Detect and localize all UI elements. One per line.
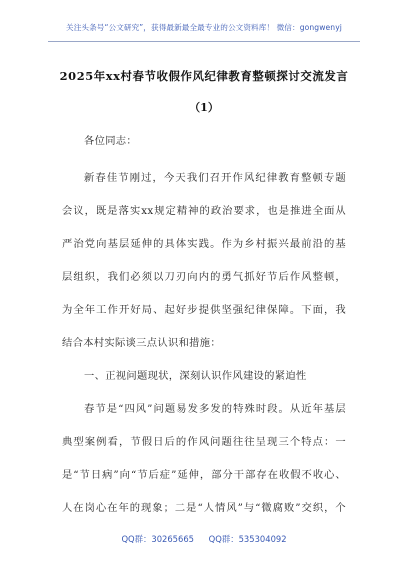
paragraph-line: 结合本村实际谈三点认识和措施：	[62, 337, 221, 349]
footer-qq-group-2: QQ群：535304092	[208, 534, 287, 544]
salutation: 各位同志：	[84, 135, 137, 147]
header-divider	[48, 41, 360, 42]
document-title: 2025年xx村春节收假作风纪律教育整顿探讨交流发言	[59, 69, 349, 83]
paragraph-line: 新春佳节刚过，今天我们召开作风纪律教育整顿专题	[84, 172, 346, 184]
paragraph-line: 人在岗心在年的现象；二是“人情风”与“微腐败”交织，个	[62, 502, 346, 514]
page-footer	[0, 533, 408, 545]
footer-qq-group-1: QQ群：30265665	[121, 534, 194, 544]
page-header-notice: 关注头条号“公文研究”，获得最新最全最专业的公文资料库！ 微信：gongwenyj	[66, 23, 342, 32]
paragraph-line: 春节是“四风”问题易发多发的特殊时段。从近年基层	[84, 403, 346, 415]
document-title-number: （1）	[189, 101, 219, 114]
paragraph-line: 层组织，我们必须以刀刃向内的勇气抓好节后作风整顿，	[62, 271, 346, 283]
paragraph-line: 会议，既是落实xx规定精神的政治要求，也是推进全面从	[62, 205, 346, 217]
paragraph-line: 为全年工作开好局、起好步提供坚强纪律保障。下面，我	[62, 304, 346, 316]
paragraph-line: 是“节日病”向“节后症”延伸，部分干部存在收假不收心、	[62, 469, 346, 481]
paragraph-line: 典型案例看，节假日后的作风问题往往呈现三个特点：一	[62, 436, 346, 448]
paragraph-line: 严治党向基层延伸的具体实践。作为乡村振兴最前沿的基	[62, 238, 346, 250]
section-heading: 一、正视问题现状，深刻认识作风建设的紧迫性	[84, 370, 307, 382]
